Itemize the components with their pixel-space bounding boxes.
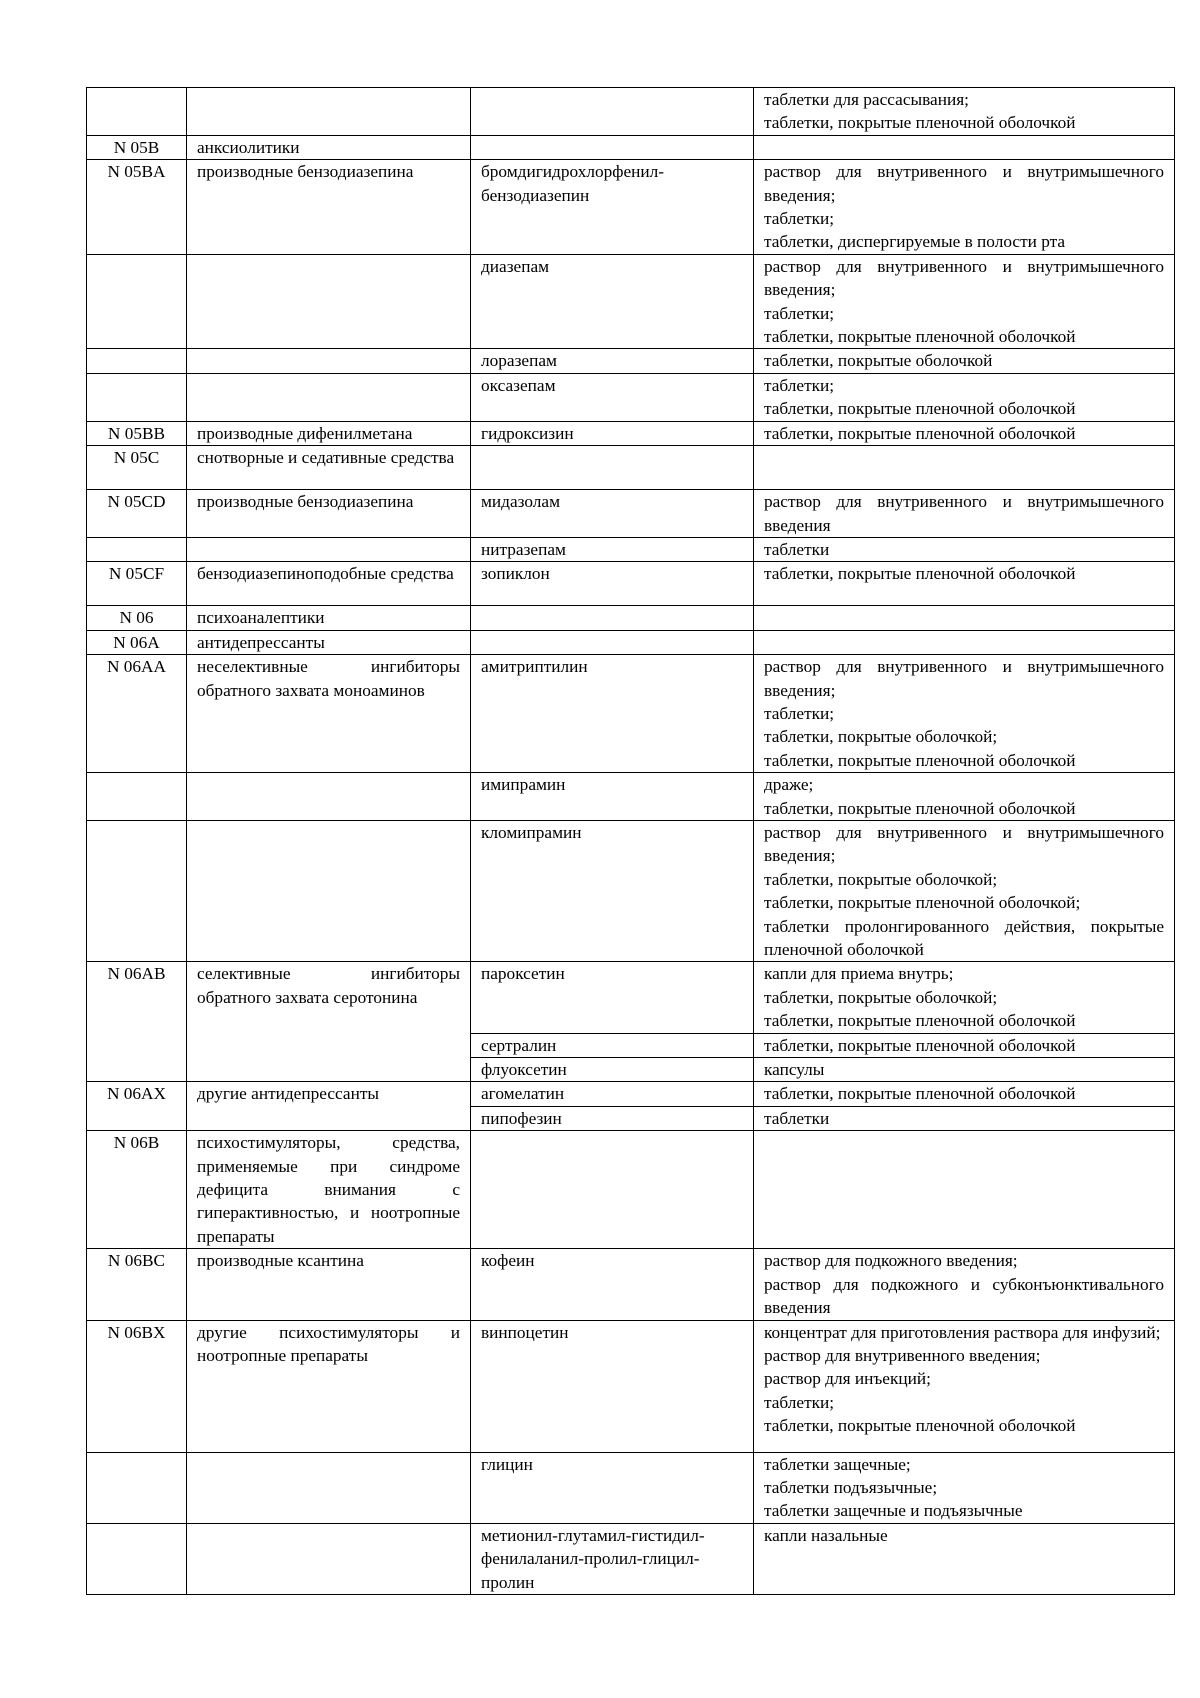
anatomical-group-cell: производные бензодиазепина bbox=[187, 160, 471, 255]
anatomical-group-cell bbox=[187, 88, 471, 136]
drug-name-cell: лоразепам bbox=[471, 349, 754, 373]
dosage-forms-cell bbox=[754, 1523, 1175, 1594]
drug-name-cell: имипрамин bbox=[471, 773, 754, 821]
dosage-form-line: таблетки, покрытые пленочной оболочкой bbox=[764, 327, 1076, 347]
dosage-form-line: таблетки bbox=[764, 1108, 830, 1128]
anatomical-group-cell: производные бензодиазепина bbox=[187, 490, 471, 538]
dosage-form-line: таблетки, покрытые пленочной оболочкой bbox=[764, 1035, 1076, 1055]
anatomical-group-cell: производные ксантина bbox=[187, 1249, 471, 1320]
dosage-form-line: таблетки пролонгированного действия, покрытые пленочной оболочкой bbox=[764, 916, 1164, 959]
drug-name-cell: пароксетин bbox=[471, 962, 754, 1033]
atc-code-cell: N 06AA bbox=[87, 655, 187, 773]
dosage-forms-cell bbox=[754, 962, 1175, 1033]
table-row bbox=[87, 135, 1175, 159]
dosage-forms-cell bbox=[754, 349, 1175, 373]
anatomical-group-cell bbox=[187, 537, 471, 561]
dosage-forms-cell bbox=[754, 373, 1175, 421]
dosage-form-line: раствор для внутривенного и внутримышечного введения; bbox=[764, 822, 1164, 866]
dosage-form-line: таблетки; bbox=[764, 209, 835, 229]
table-row bbox=[87, 630, 1175, 654]
anatomical-group-cell: психоаналептики bbox=[187, 606, 471, 630]
dosage-form-line: раствор для подкожного введения; bbox=[764, 1251, 1018, 1271]
dosage-forms-cell bbox=[754, 1320, 1175, 1452]
table-row bbox=[87, 446, 1175, 490]
table-row bbox=[87, 1452, 1175, 1523]
atc-code-cell: N 06 bbox=[87, 606, 187, 630]
atc-code-cell: N 05C bbox=[87, 446, 187, 490]
dosage-forms-cell bbox=[754, 446, 1175, 490]
table-row bbox=[87, 820, 1175, 961]
drug-name-cell: зопиклон bbox=[471, 562, 754, 606]
anatomical-group-cell bbox=[187, 1452, 471, 1523]
dosage-form-line: таблетки; bbox=[764, 375, 835, 395]
table-row bbox=[87, 562, 1175, 606]
atc-code-cell: N 05BB bbox=[87, 421, 187, 445]
drug-name-cell: нитразепам bbox=[471, 537, 754, 561]
dosage-forms-cell bbox=[754, 1082, 1175, 1106]
drug-name-cell: мидазолам bbox=[471, 490, 754, 538]
dosage-forms-cell bbox=[754, 820, 1175, 961]
dosage-form-line: таблетки подъязычные; bbox=[764, 1477, 938, 1497]
drug-name-cell: глицин bbox=[471, 1452, 754, 1523]
dosage-forms-cell bbox=[754, 606, 1175, 630]
atc-code-cell: N 05B bbox=[87, 135, 187, 159]
dosage-form-line: таблетки; bbox=[764, 303, 835, 323]
table-row bbox=[87, 490, 1175, 538]
table-row bbox=[87, 606, 1175, 630]
drug-name-cell: амитриптилин bbox=[471, 655, 754, 773]
dosage-forms-cell bbox=[754, 562, 1175, 606]
dosage-form-line: капли для приема внутрь; bbox=[764, 964, 954, 984]
anatomical-group-cell bbox=[187, 773, 471, 821]
anatomical-group-cell: анксиолитики bbox=[187, 135, 471, 159]
dosage-form-line: таблетки, покрытые пленочной оболочкой bbox=[764, 1416, 1076, 1436]
dosage-form-line: раствор для внутривенного введения; bbox=[764, 1345, 1041, 1365]
dosage-forms-cell bbox=[754, 421, 1175, 445]
dosage-form-line: раствор для инъекций; bbox=[764, 1369, 931, 1389]
drug-name-cell: флуоксетин bbox=[471, 1058, 754, 1082]
atc-code-cell bbox=[87, 537, 187, 561]
atc-code-cell bbox=[87, 773, 187, 821]
anatomical-group-cell: производные дифенилметана bbox=[187, 421, 471, 445]
table-row bbox=[87, 254, 1175, 349]
dosage-form-line: раствор для внутривенного и внутримышечного введения; bbox=[764, 162, 1164, 205]
atc-code-cell: N 05CF bbox=[87, 562, 187, 606]
dosage-form-line: раствор для внутривенного и внутримышечного введения; bbox=[764, 657, 1164, 700]
dosage-form-line: таблетки, покрытые пленочной оболочкой bbox=[764, 1011, 1076, 1031]
atc-code-cell: N 06BX bbox=[87, 1320, 187, 1452]
drug-name-cell bbox=[471, 606, 754, 630]
dosage-form-line: таблетки, покрытые пленочной оболочкой bbox=[764, 564, 1076, 584]
atc-code-cell bbox=[87, 88, 187, 136]
drug-name-cell bbox=[471, 88, 754, 136]
dosage-forms-cell bbox=[754, 1106, 1175, 1130]
anatomical-group-cell bbox=[187, 254, 471, 349]
atc-code-cell: N 06BC bbox=[87, 1249, 187, 1320]
drug-name-cell: диазепам bbox=[471, 254, 754, 349]
anatomical-group-cell bbox=[187, 349, 471, 373]
table-row bbox=[87, 1082, 1175, 1106]
dosage-forms-cell bbox=[754, 1452, 1175, 1523]
table-row bbox=[87, 962, 1175, 1033]
dosage-form-line: таблетки защечные; bbox=[764, 1454, 911, 1474]
dosage-forms-cell bbox=[754, 160, 1175, 255]
atc-code-cell: N 06AX bbox=[87, 1082, 187, 1131]
table-row bbox=[87, 421, 1175, 445]
anatomical-group-cell: снотворные и седативные средства bbox=[187, 446, 471, 490]
anatomical-group-cell: другие антидепрессанты bbox=[187, 1082, 471, 1131]
drug-name-cell: агомелатин bbox=[471, 1082, 754, 1106]
anatomical-group-cell: бензодиазепиноподобные средства bbox=[187, 562, 471, 606]
atc-code-cell: N 05CD bbox=[87, 490, 187, 538]
dosage-forms-cell bbox=[754, 655, 1175, 773]
drug-name-cell bbox=[471, 630, 754, 654]
drug-name-cell bbox=[471, 446, 754, 490]
dosage-form-line: таблетки защечные и подъязычные bbox=[764, 1501, 1023, 1521]
drug-name-cell: гидроксизин bbox=[471, 421, 754, 445]
atc-code-cell: N 05BA bbox=[87, 160, 187, 255]
anatomical-group-cell bbox=[187, 373, 471, 421]
dosage-forms-cell bbox=[754, 88, 1175, 136]
dosage-form-line: таблетки, покрытые пленочной оболочкой bbox=[764, 423, 1076, 443]
atc-code-cell: N 06A bbox=[87, 630, 187, 654]
anatomical-group-cell: другие психостимуляторы и ноотропные препараты bbox=[187, 1320, 471, 1452]
atc-code-cell bbox=[87, 1523, 187, 1594]
table-row bbox=[87, 1249, 1175, 1320]
table-row bbox=[87, 88, 1175, 136]
dosage-form-line: таблетки, покрытые оболочкой bbox=[764, 351, 993, 371]
dosage-form-line: таблетки, покрытые оболочкой; bbox=[764, 987, 998, 1007]
drug-name-cell: кофеин bbox=[471, 1249, 754, 1320]
drug-name-cell bbox=[471, 135, 754, 159]
atc-code-cell bbox=[87, 373, 187, 421]
drug-name-cell: кломипрамин bbox=[471, 820, 754, 961]
atc-code-cell: N 06AB bbox=[87, 962, 187, 1082]
dosage-form-line: раствор для внутривенного и внутримышечного введения; bbox=[764, 256, 1164, 300]
dosage-form-line: таблетки bbox=[764, 539, 830, 559]
dosage-forms-cell bbox=[754, 135, 1175, 159]
dosage-form-line: таблетки, покрытые пленочной оболочкой; bbox=[764, 893, 1081, 913]
dosage-form-line: таблетки, диспергируемые в полости рта bbox=[764, 232, 1066, 252]
dosage-forms-cell bbox=[754, 1249, 1175, 1320]
drug-name-cell: метионил-​глутамил-​гистидил-​фенилаланил-​пролил-​глицил-​пролин bbox=[471, 1523, 754, 1594]
table-row bbox=[87, 655, 1175, 773]
dosage-form-line: таблетки, покрытые пленочной оболочкой bbox=[764, 113, 1076, 133]
dosage-form-line: таблетки, покрытые пленочной оболочкой bbox=[764, 750, 1076, 770]
dosage-form-line: таблетки; bbox=[764, 1392, 835, 1412]
table-row bbox=[87, 349, 1175, 373]
table-row bbox=[87, 373, 1175, 421]
drug-name-cell bbox=[471, 1131, 754, 1249]
anatomical-group-cell: психостимуляторы, средства, применяемые при синдроме дефицита внимания с гиперактивностью, и ноотропные препараты bbox=[187, 1131, 471, 1249]
dosage-forms-cell bbox=[754, 1131, 1175, 1249]
table-row bbox=[87, 1320, 1175, 1452]
table-row bbox=[87, 1131, 1175, 1249]
dosage-form-line: капсулы bbox=[764, 1060, 825, 1080]
anatomical-group-cell: антидепрессанты bbox=[187, 630, 471, 654]
dosage-form-line: таблетки, покрытые пленочной оболочкой bbox=[764, 399, 1076, 419]
atc-code-cell bbox=[87, 349, 187, 373]
dosage-forms-cell bbox=[754, 537, 1175, 561]
atc-code-cell: N 06B bbox=[87, 1131, 187, 1249]
dosage-form-line: таблетки, покрытые оболочкой; bbox=[764, 727, 998, 747]
anatomical-group-cell bbox=[187, 820, 471, 961]
anatomical-group-cell: селективные ингибиторы обратного захвата серотонина bbox=[187, 962, 471, 1082]
dosage-form-line: раствор для подкожного и субконъюнктивального введения bbox=[764, 1274, 1164, 1318]
drug-name-cell: оксазепам bbox=[471, 373, 754, 421]
anatomical-group-cell bbox=[187, 1523, 471, 1594]
dosage-form-line: концентрат для приготовления раствора для инфузий; bbox=[764, 1322, 1161, 1342]
dosage-forms-cell bbox=[754, 773, 1175, 821]
dosage-form-line: драже; bbox=[764, 775, 814, 795]
dosage-form-line: таблетки; bbox=[764, 703, 835, 723]
dosage-forms-cell bbox=[754, 630, 1175, 654]
drug-name-cell: бромдигидрохлорфенил-​бензодиазепин bbox=[471, 160, 754, 255]
dosage-form-line: таблетки, покрытые пленочной оболочкой bbox=[764, 798, 1076, 818]
dosage-forms-cell bbox=[754, 1033, 1175, 1057]
dosage-form-line: капли назальные bbox=[764, 1525, 888, 1545]
anatomical-group-cell: неселективные ингибиторы обратного захвата моноаминов bbox=[187, 655, 471, 773]
dosage-form-line: таблетки для рассасывания; bbox=[764, 90, 969, 109]
dosage-form-line: таблетки, покрытые пленочной оболочкой bbox=[764, 1084, 1076, 1104]
table-row bbox=[87, 1523, 1175, 1594]
dosage-form-line: раствор для внутривенного и внутримышечного введения bbox=[764, 492, 1164, 535]
drug-name-cell: пипофезин bbox=[471, 1106, 754, 1130]
atc-code-cell bbox=[87, 254, 187, 349]
drug-classification-table bbox=[86, 87, 1175, 1595]
dosage-forms-cell bbox=[754, 254, 1175, 349]
drug-name-cell: сертралин bbox=[471, 1033, 754, 1057]
table-row bbox=[87, 160, 1175, 255]
drug-name-cell: винпоцетин bbox=[471, 1320, 754, 1452]
table-row bbox=[87, 773, 1175, 821]
table-body bbox=[87, 88, 1175, 1595]
table-row bbox=[87, 537, 1175, 561]
dosage-forms-cell bbox=[754, 1058, 1175, 1082]
atc-code-cell bbox=[87, 820, 187, 961]
atc-code-cell bbox=[87, 1452, 187, 1523]
dosage-forms-cell bbox=[754, 490, 1175, 538]
dosage-form-line: таблетки, покрытые оболочкой; bbox=[764, 869, 998, 889]
